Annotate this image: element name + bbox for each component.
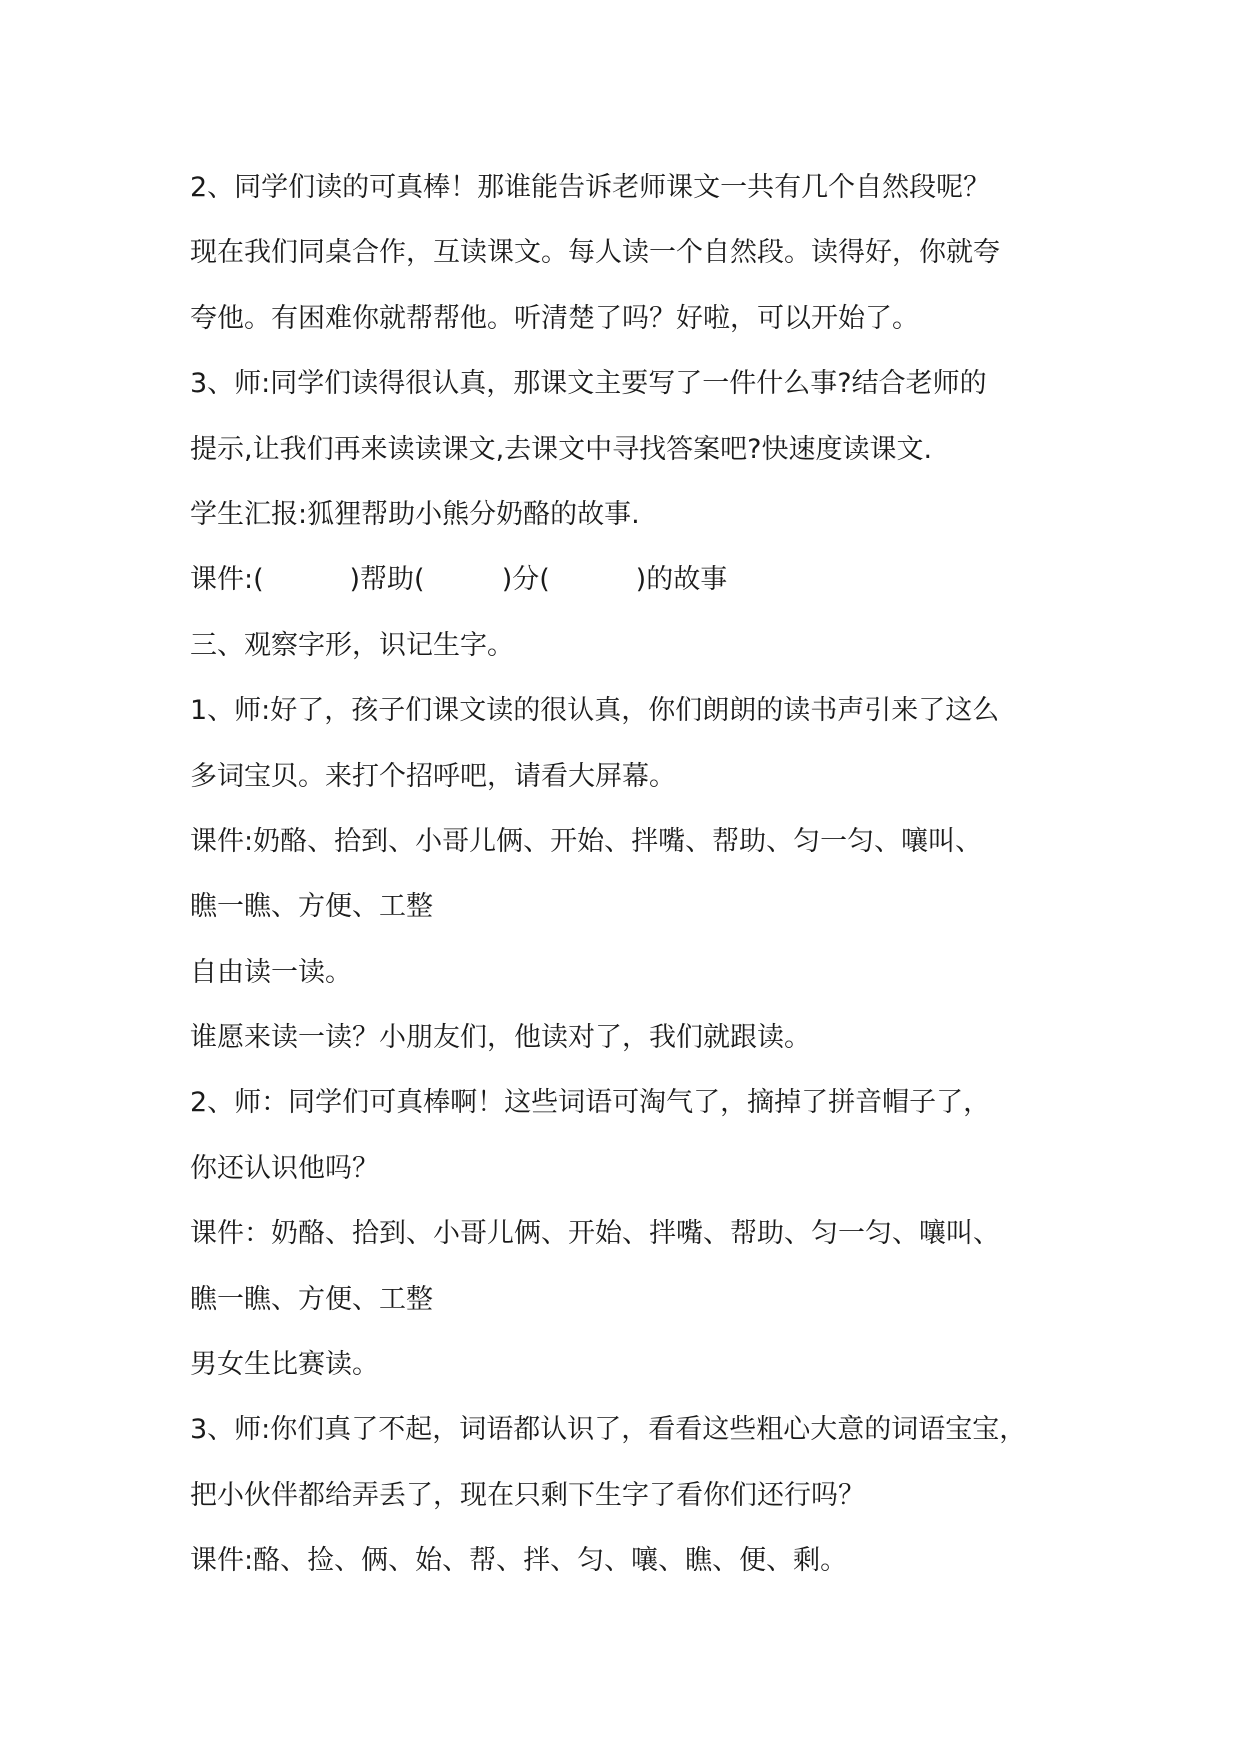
paragraph-line: 你还认识他吗？ — [190, 1152, 379, 1184]
paragraph-line: 现在我们同桌合作，互读课文。每人读一个自然段。读得好，你就夸 — [190, 237, 1000, 269]
paragraph-line: 课件:奶酪、拾到、小哥儿俩、开始、拌嘴、帮助、匀一匀、嚷叫、 — [190, 825, 983, 857]
document-body — [190, 155, 1090, 1594]
paragraph-line: 3、师:你们真了不起，词语都认识了，看看这些粗心大意的词语宝宝， — [190, 1414, 1027, 1446]
paragraph-line: 2、同学们读的可真棒！那谁能告诉老师课文一共有几个自然段呢？ — [190, 172, 991, 203]
paragraph-line: 夸他。有困难你就帮帮他。听清楚了吗？好啦，可以开始了。 — [190, 302, 919, 334]
paragraph-line: 课件:酪、捡、俩、始、帮、拌、匀、嚷、瞧、便、剩。 — [190, 1545, 848, 1577]
paragraph-line: 谁愿来读一读？小朋友们，他读对了，我们就跟读。 — [190, 1022, 811, 1054]
paragraph-line: 课件:( )帮助( )分( )的故事 — [190, 564, 728, 596]
paragraph-line: 1、师:好了，孩子们课文读的很认真，你们朗朗的读书声引来了这么 — [190, 695, 1000, 727]
paragraph-line: 自由读一读。 — [190, 956, 352, 988]
paragraph-line: 把小伙伴都给弄丢了，现在只剩下生字了看你们还行吗？ — [190, 1479, 865, 1511]
paragraph-line: 2、师：同学们可真棒啊！这些词语可淘气了，摘掉了拼音帽子了， — [190, 1087, 991, 1119]
paragraph-line: 男女生比赛读。 — [190, 1349, 379, 1381]
section-heading: 三、观察字形，识记生字。 — [190, 629, 514, 661]
paragraph-line: 学生汇报:狐狸帮助小熊分奶酪的故事. — [190, 498, 640, 530]
paragraph-line: 多词宝贝。来打个招呼吧，请看大屏幕。 — [190, 760, 676, 792]
paragraph-line: 瞧一瞧、方便、工整 — [190, 891, 433, 923]
paragraph-line: 3、师:同学们读得很认真，那课文主要写了一件什么事?结合老师的 — [190, 368, 987, 400]
paragraph-line: 课件：奶酪、拾到、小哥儿俩、开始、拌嘴、帮助、匀一匀、嚷叫、 — [190, 1218, 1000, 1250]
paragraph-line: 提示,让我们再来读读课文,去课文中寻找答案吧?快速度读课文. — [190, 433, 933, 465]
paragraph-line: 瞧一瞧、方便、工整 — [190, 1283, 433, 1315]
